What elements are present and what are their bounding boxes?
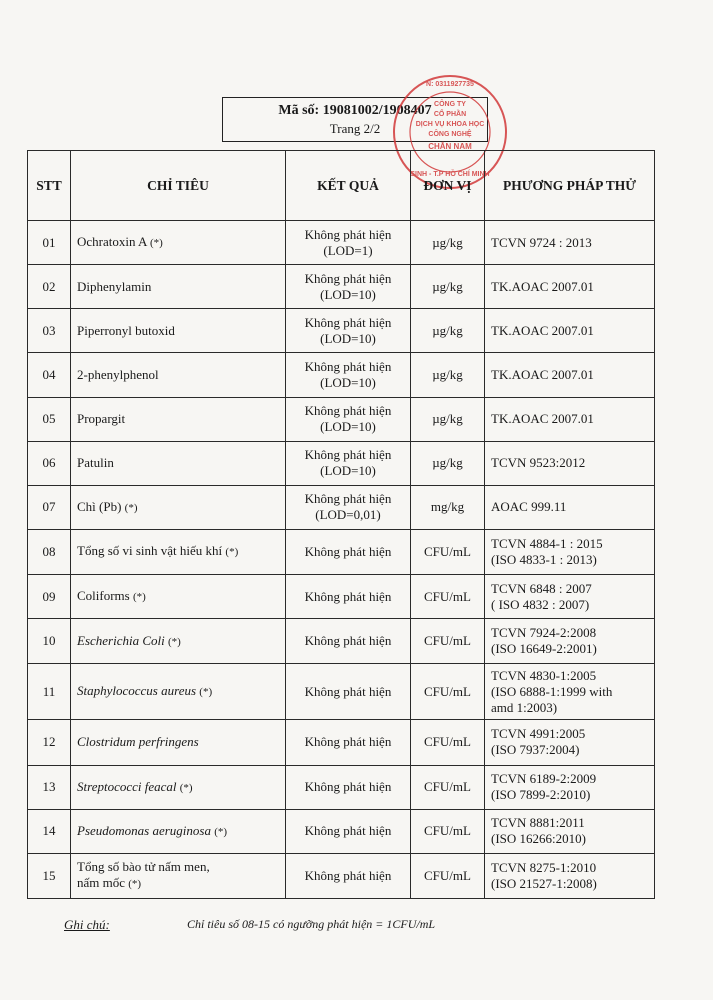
table-row — [28, 765, 655, 809]
row-name: Pseudomonas aeruginosa — [77, 822, 211, 838]
table-header-row — [28, 151, 655, 221]
row-result-cell — [286, 221, 411, 265]
row-unit: CFU/mL — [411, 619, 485, 664]
row-method-iso: (ISO 16266:2010) — [491, 831, 586, 847]
row-result: Không phát hiện — [304, 403, 392, 419]
row-stt: 06 — [28, 441, 71, 485]
row-result-cell — [286, 765, 411, 809]
table-row — [28, 441, 655, 485]
row-method-cell — [485, 441, 655, 485]
row-stt: 02 — [28, 265, 71, 309]
row-unit: CFU/mL — [411, 720, 485, 765]
header-stt: STT — [28, 151, 71, 221]
row-name: Tổng số vi sinh vật hiếu khí — [77, 543, 223, 559]
row-method: TCVN 6189-2:2009 — [491, 771, 597, 787]
row-lod: (LOD=1) — [323, 242, 373, 258]
row-result: Không phát hiện — [304, 683, 392, 699]
row-result-cell — [286, 664, 411, 720]
row-result: Không phát hiện — [304, 823, 392, 839]
table-row — [28, 485, 655, 529]
row-result: Không phát hiện — [304, 779, 392, 795]
row-name: Propargit — [77, 411, 126, 427]
header-result: KẾT QUẢ — [286, 151, 411, 221]
row-name-cell — [71, 221, 286, 265]
note-text: Chỉ tiêu số 08-15 có ngưỡng phát hiện = 1CFU/mL — [187, 917, 436, 931]
row-result-cell — [286, 353, 411, 397]
row-method-cell — [485, 309, 655, 353]
row-accredited-mark: (*) — [149, 237, 163, 250]
stamp-tax-code: N: 0311927735 — [426, 81, 474, 88]
row-method-iso: (ISO 21527-1:2008) — [491, 875, 597, 891]
table-row — [28, 221, 655, 265]
row-method-iso: (ISO 4833-1 : 2013) — [491, 551, 597, 567]
row-name-cont: nấm mốc — [77, 875, 126, 891]
header-unit: ĐƠN VỊ — [411, 151, 485, 221]
row-lod: (LOD=10) — [320, 463, 376, 479]
row-name-cell — [71, 441, 286, 485]
row-name: Patulin — [77, 455, 114, 471]
row-result: Không phát hiện — [304, 491, 392, 507]
row-name-cell — [71, 309, 286, 353]
row-result-cell — [286, 809, 411, 853]
table-row — [28, 809, 655, 853]
row-name-cell — [71, 529, 286, 574]
table-row — [28, 353, 655, 397]
row-method-cell — [485, 529, 655, 574]
results-table — [27, 150, 655, 899]
row-unit: µg/kg — [411, 265, 485, 309]
row-unit: µg/kg — [411, 353, 485, 397]
row-method: TK.AOAC 2007.01 — [491, 366, 594, 382]
row-method-cell — [485, 221, 655, 265]
table-row — [28, 853, 655, 898]
table-row — [28, 619, 655, 664]
row-result-cell — [286, 529, 411, 574]
row-method: AOAC 999.11 — [491, 499, 567, 515]
row-unit: mg/kg — [411, 485, 485, 529]
row-name: Clostridum perfringens — [77, 734, 199, 750]
row-method: TCVN 9724 : 2013 — [491, 234, 592, 250]
row-result: Không phát hiện — [304, 358, 392, 374]
row-result-cell — [286, 720, 411, 765]
row-name: Chì (Pb) — [77, 498, 122, 514]
row-result: Không phát hiện — [304, 588, 392, 604]
header-name: CHỈ TIÊU — [71, 151, 286, 221]
table-row — [28, 664, 655, 720]
table-row — [28, 265, 655, 309]
stamp-line-tech: CÔNG NGHỆ — [428, 131, 472, 138]
table-row — [28, 309, 655, 353]
row-result-cell — [286, 441, 411, 485]
row-accredited-mark: (*) — [179, 781, 193, 794]
stamp-line-service: DỊCH VỤ KHOA HỌC — [415, 121, 485, 128]
row-name: Ochratoxin A — [77, 234, 147, 250]
row-method: TCVN 7924-2:2008 — [491, 625, 597, 641]
table-row — [28, 575, 655, 619]
row-result-cell — [286, 575, 411, 619]
row-result: Không phát hiện — [304, 447, 392, 463]
row-lod: (LOD=10) — [320, 374, 376, 390]
row-method: TCVN 4991:2005 — [491, 726, 586, 742]
row-stt: 01 — [28, 221, 71, 265]
note-label: Ghi chú: — [64, 917, 110, 932]
row-unit: CFU/mL — [411, 575, 485, 619]
row-accredited-mark: (*) — [128, 878, 142, 891]
row-result: Không phát hiện — [304, 867, 392, 883]
row-stt: 11 — [28, 664, 71, 720]
row-stt: 09 — [28, 575, 71, 619]
row-stt: 04 — [28, 353, 71, 397]
row-result: Không phát hiện — [304, 226, 392, 242]
row-stt: 12 — [28, 720, 71, 765]
row-method: TK.AOAC 2007.01 — [491, 411, 594, 427]
table-row — [28, 397, 655, 441]
row-name-cell — [71, 265, 286, 309]
row-result-cell — [286, 265, 411, 309]
row-method-cell — [485, 809, 655, 853]
row-method: TCVN 8881:2011 — [491, 815, 585, 831]
row-result-cell — [286, 853, 411, 898]
stamp-line-type: CỔ PHẦN — [433, 111, 467, 118]
row-accredited-mark: (*) — [132, 591, 146, 604]
row-method: TCVN 6848 : 2007 — [491, 580, 592, 596]
row-name-cell — [71, 853, 286, 898]
row-unit: CFU/mL — [411, 853, 485, 898]
row-accredited-mark: (*) — [225, 546, 239, 559]
row-result: Không phát hiện — [304, 314, 392, 330]
row-accredited-mark: (*) — [214, 825, 228, 838]
row-name: Tổng số bào tử nấm men, — [77, 859, 210, 875]
row-method-iso: ( ISO 4832 : 2007) — [491, 596, 590, 612]
row-unit: CFU/mL — [411, 809, 485, 853]
row-stt: 10 — [28, 619, 71, 664]
row-name-cell — [71, 397, 286, 441]
row-result-cell — [286, 309, 411, 353]
row-method-iso: (ISO 6888-1:1999 with — [491, 683, 613, 699]
row-method-cell — [485, 397, 655, 441]
row-unit: CFU/mL — [411, 765, 485, 809]
row-unit: CFU/mL — [411, 529, 485, 574]
row-name: Streptococci feacal — [77, 778, 177, 794]
row-method-cell — [485, 265, 655, 309]
row-method: TCVN 4830-1:2005 — [491, 667, 597, 683]
row-method: TCVN 8275-1:2010 — [491, 859, 597, 875]
row-method-cell — [485, 619, 655, 664]
row-result: Không phát hiện — [304, 633, 392, 649]
row-result: Không phát hiện — [304, 734, 392, 750]
row-name-cell — [71, 619, 286, 664]
row-name-cell — [71, 720, 286, 765]
row-name: Coliforms — [77, 588, 130, 604]
row-stt: 15 — [28, 853, 71, 898]
row-result-cell — [286, 397, 411, 441]
row-result-cell — [286, 619, 411, 664]
row-method-cell — [485, 720, 655, 765]
row-name-cell — [71, 353, 286, 397]
row-method-cell — [485, 664, 655, 720]
row-method-cell — [485, 353, 655, 397]
row-result: Không phát hiện — [304, 270, 392, 286]
row-unit: µg/kg — [411, 221, 485, 265]
row-name-cell — [71, 664, 286, 720]
row-unit: µg/kg — [411, 309, 485, 353]
stamp-line-name: CHẮN NAM — [428, 142, 472, 151]
row-name: Diphenylamin — [77, 278, 152, 294]
row-lod: (LOD=0,01) — [315, 507, 381, 523]
stamp-line-city: SINH - T.P HỒ CHÍ MINH — [410, 171, 490, 178]
document-code: Mã số: 19081002/1908407 — [278, 103, 432, 118]
row-name-cell — [71, 765, 286, 809]
header-method: PHƯƠNG PHÁP THỬ — [485, 151, 655, 221]
row-stt: 14 — [28, 809, 71, 853]
page-number: Trang 2/2 — [329, 121, 381, 136]
row-method: TCVN 9523:2012 — [491, 455, 586, 471]
row-stt: 03 — [28, 309, 71, 353]
row-unit: µg/kg — [411, 397, 485, 441]
row-accredited-mark: (*) — [124, 501, 138, 514]
row-name-cell — [71, 485, 286, 529]
row-unit: CFU/mL — [411, 664, 485, 720]
row-method-iso: (ISO 16649-2:2001) — [491, 641, 597, 657]
row-name: 2-phenylphenol — [77, 366, 159, 382]
row-name: Piperronyl butoxid — [77, 322, 175, 338]
row-method: TK.AOAC 2007.01 — [491, 278, 594, 294]
row-name: Staphylococcus aureus — [77, 683, 197, 699]
row-method-cell — [485, 765, 655, 809]
row-accredited-mark: (*) — [199, 686, 213, 699]
row-method-iso: (ISO 7899-2:2010) — [491, 787, 591, 803]
row-stt: 08 — [28, 529, 71, 574]
row-lod: (LOD=10) — [320, 286, 376, 302]
row-method: TCVN 4884-1 : 2015 — [491, 535, 603, 551]
stamp-line-company: CÔNG TY — [434, 101, 466, 108]
document-code-box — [222, 97, 488, 142]
row-lod: (LOD=10) — [320, 330, 376, 346]
row-method: TK.AOAC 2007.01 — [491, 322, 594, 338]
row-stt: 13 — [28, 765, 71, 809]
row-accredited-mark: (*) — [168, 635, 181, 648]
row-unit: µg/kg — [411, 441, 485, 485]
row-method-cell — [485, 853, 655, 898]
row-method-cell — [485, 575, 655, 619]
row-stt: 07 — [28, 485, 71, 529]
row-result: Không phát hiện — [304, 543, 392, 559]
row-name-cell — [71, 575, 286, 619]
row-lod: (LOD=10) — [320, 419, 376, 435]
row-name-cell — [71, 809, 286, 853]
row-name: Escherichia Coli — [77, 632, 165, 648]
row-method-amd: amd 1:2003) — [491, 699, 558, 715]
table-row — [28, 720, 655, 765]
row-stt: 05 — [28, 397, 71, 441]
row-method-iso: (ISO 7937:2004) — [491, 742, 580, 758]
table-row — [28, 529, 655, 574]
row-method-cell — [485, 485, 655, 529]
row-result-cell — [286, 485, 411, 529]
